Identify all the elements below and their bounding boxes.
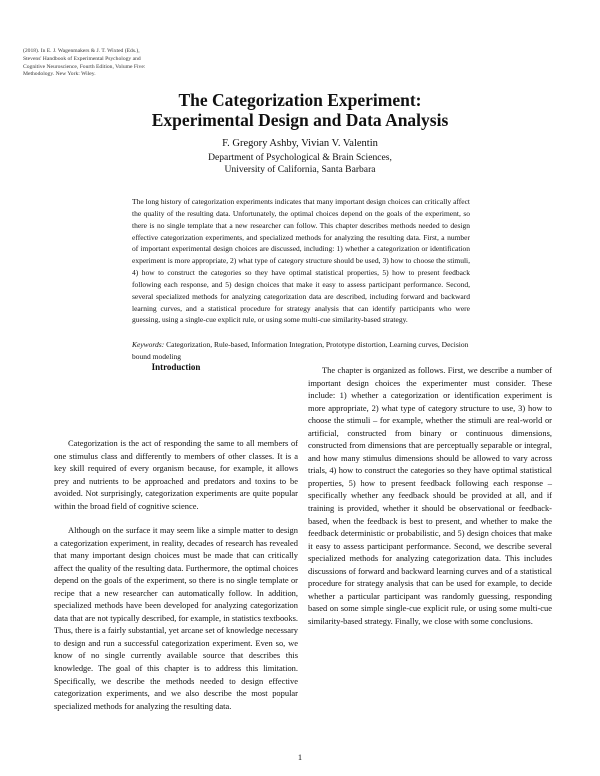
left-column-para1 [54, 437, 298, 512]
citation-line: Cognitive Neuroscience, Fourth Edition, Volume Five: [23, 63, 146, 70]
affiliation-line1: Department of Psychological & Brain Sciences, [208, 152, 392, 163]
paragraph: Categorization is the act of responding the same to all members of one stimulus class and differently to members of other classes. It is a key skill required of every organism because, for example, it allows prey and nutrients to be approached and predators and toxins to be avoided. Not surprisingly, categorization experiments are quite popular within the broad field of cognitive science. [54, 438, 298, 511]
keywords [132, 339, 470, 363]
section-heading-introduction: Introduction [151, 362, 201, 372]
affiliation-line2: University of California, Santa Barbara [224, 164, 376, 175]
page-number: 1 [297, 752, 303, 762]
citation-line: (2018). In E. J. Wagenmakers & J. T. Wixted (Eds.), [23, 48, 140, 54]
citation-line: Methodology. New York: Wiley. [23, 71, 96, 78]
keywords-label: Keywords: [132, 340, 165, 349]
citation-note [23, 48, 208, 79]
right-column [308, 364, 552, 627]
paper-title-line1: The Categorization Experiment: [178, 90, 422, 110]
citation-line: Stevens' Handbook of Experimental Psychology and [23, 55, 141, 62]
authors: F. Gregory Ashby, Vivian V. Valentin [222, 138, 378, 149]
paragraph: The chapter is organized as follows. First, we describe a number of important design choices the experimenter must consider. These include: 1) whether a categorization or identification experiment is more appropriate, 2) what type of category structure to use, 3) how to choose the stimuli – for example, whether the stimuli are real-world or artificial, constructed from binary or continuous dimensions, constructed from dimensions that are perceptually separable or integral, and how many stimulus dimensions should be allowed to vary across trials, 4) how to construct the categories so they have optimal statistical properties, 5) how to present feedback following each response – specifically whether any feedback should be provided at all, and if training is provided, whether it should be observational or feedback-based, when the feedback is best to present, and whether to make the feedback deterministic or probabilistic, and 5) design choices that make it easy to assess participant performance. Second, we describe several specialized methods for analyzing categorization data. This includes discussions of forward and backward learning curves and of a statistical procedure for strategy analysis that can be used for example, to decide whether a particular participant was randomly guessing, responding based on some simple single-cue explicit rule, or using some multi-cue similarity-based strategy. Finally, we close with some conclusions. [308, 365, 552, 626]
abstract: The long history of categorization experiments indicates that many important design choices can critically affect the quality of the resulting data. Unfortunately, the optimal choices depend on the goals of the experiment, so there is no single template that a new researcher can follow. This chapter describes methods needed to design effective categorization experiments, and specialized methods for analyzing the resulting data. First, a number of important experimental design choices are discussed, including: 1) whether a categorization or identification experiment is more appropriate, 2) what type of category structure should be used, 3) how to choose the stimuli, 4) how to construct the categories so they have optimal statistical properties, 5) how to present feedback following each response, and 5) design choices that make it easy to assess participant performance. Second, several specialized methods for analyzing categorization data are described, including forward and backward learning curves, and a statistical procedure for strategy analysis that can identify participants who were guessing, using a single-cue explicit rule, or using some multi-cue similarity-based strategy. [132, 197, 470, 325]
keywords-text: Categorization, Rule-based, Information Integration, Prototype distortion, Learning curves, Decision bound modeling [132, 340, 469, 361]
paper-title-line2: Experimental Design and Data Analysis [151, 110, 449, 130]
paragraph: Although on the surface it may seem like a simple matter to design a categorization experiment, in reality, decades of research has revealed that many important design choices must be made that can critically affect the quality of the resulting data. Furthermore, the optimal choices depend on the goals of the experiment, so there is no single template or recipe that a new researcher can automatically follow. In addition, specialized methods have been developed for analyzing categorization data that are not typically described, for example, in statistics textbooks. Thus, there is a fairly substantial, yet arcane set of knowledge necessary to design and run a successful categorization experiment. Even so, we know of no single currently available source that describes this knowledge. The goal of this chapter is to address this limitation. Specifically, we describe the methods needed to design effective categorization experiments, and we also describe the most popular specialized methods for analyzing the resulting data. [54, 525, 298, 711]
left-column-para2 [54, 524, 298, 712]
